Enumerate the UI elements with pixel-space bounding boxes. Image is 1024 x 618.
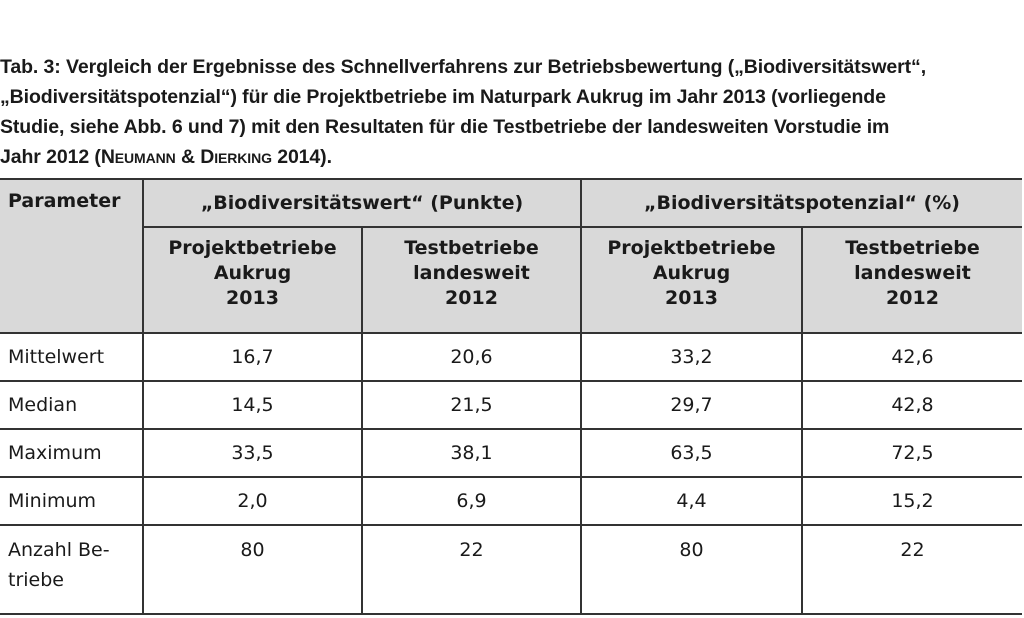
table-cell: 21,5 xyxy=(362,381,581,429)
table-cell: 33,2 xyxy=(581,333,802,381)
table-cell: 16,7 xyxy=(143,333,362,381)
table-row-anzahl-betriebe xyxy=(0,525,1022,614)
table-row-mittelwert xyxy=(0,333,1022,381)
caption-line-4-prefix: Jahr 2012 ( xyxy=(0,146,101,168)
subheader-project-farms-potential: Projektbetriebe Aukrug 2013 xyxy=(581,227,802,333)
table-cell: 42,8 xyxy=(802,381,1022,429)
subheader-test-farms-potential: Testbetriebe landesweit 2012 xyxy=(802,227,1022,333)
table-row-maximum xyxy=(0,429,1022,477)
table-cell: 72,5 xyxy=(802,429,1022,477)
table-cell: 22 xyxy=(362,525,581,614)
subheader-test-farms-value: Testbetriebe landesweit 2012 xyxy=(362,227,581,333)
table-cell: 15,2 xyxy=(802,477,1022,525)
caption-line-1: Tab. 3: Vergleich der Ergebnisse des Schnellverfahrens zur Betriebsbewertung („Biodiversitätswert“, xyxy=(0,56,927,78)
comparison-table xyxy=(0,178,1022,615)
table-cell: 80 xyxy=(581,525,802,614)
row-label: Median xyxy=(0,381,143,429)
group-header-biodiversity-potential: „Biodiversitätspotenzial“ (%) xyxy=(581,179,1022,227)
caption-line-4 xyxy=(0,142,1022,172)
header-row-groups xyxy=(0,179,1022,227)
table-cell: 42,6 xyxy=(802,333,1022,381)
row-label: Mittelwert xyxy=(0,333,143,381)
table-cell: 38,1 xyxy=(362,429,581,477)
table-row-minimum xyxy=(0,477,1022,525)
table-cell: 80 xyxy=(143,525,362,614)
table-cell: 4,4 xyxy=(581,477,802,525)
table-cell: 20,6 xyxy=(362,333,581,381)
table-cell: 63,5 xyxy=(581,429,802,477)
parameter-header: Parameter xyxy=(0,179,143,333)
table-cell: 14,5 xyxy=(143,381,362,429)
table-cell: 29,7 xyxy=(581,381,802,429)
caption-line-2: „Biodiversitätspotenzial“) für die Projektbetriebe im Naturpark Aukrug im Jahr 2013 (vorliegende xyxy=(0,86,886,108)
table-row-median xyxy=(0,381,1022,429)
table-cell: 33,5 xyxy=(143,429,362,477)
table-cell: 2,0 xyxy=(143,477,362,525)
caption-authors: Neumann & Dierking xyxy=(100,146,272,168)
header-row-subcolumns xyxy=(0,227,1022,333)
table-cell: 22 xyxy=(802,525,1022,614)
table-caption xyxy=(0,52,1022,172)
subheader-project-farms-value: Projektbetriebe Aukrug 2013 xyxy=(143,227,362,333)
caption-line-4-suffix: 2014). xyxy=(271,146,332,168)
table-cell: 6,9 xyxy=(362,477,581,525)
row-label: Minimum xyxy=(0,477,143,525)
row-label: Anzahl Be- triebe xyxy=(0,525,143,614)
caption-line-3: Studie, siehe Abb. 6 und 7) mit den Resultaten für die Testbetriebe der landesweiten Vorstudie im xyxy=(0,116,890,138)
row-label: Maximum xyxy=(0,429,143,477)
group-header-biodiversity-value: „Biodiversitätswert“ (Punkte) xyxy=(143,179,581,227)
